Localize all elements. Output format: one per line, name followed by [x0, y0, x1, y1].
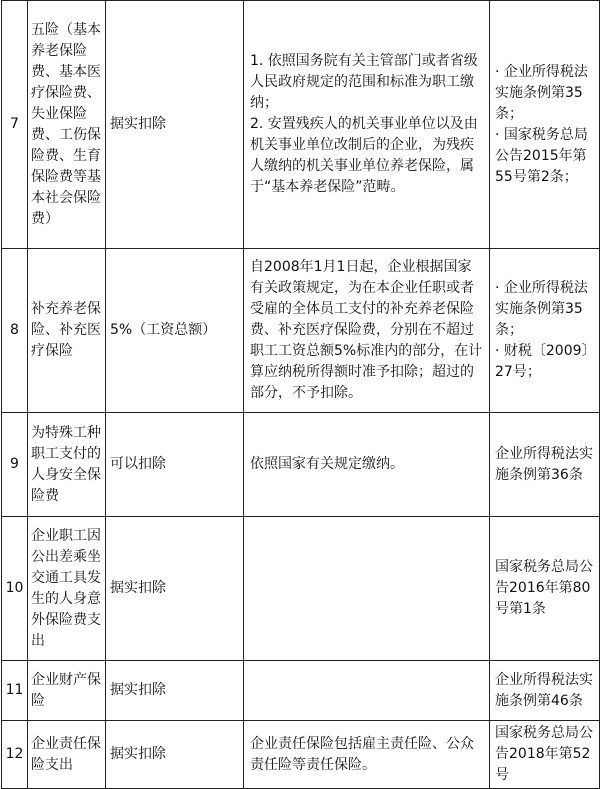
basis-line: · 企业所得税法实施条例第35条； [495, 63, 588, 122]
row-number: 12 [2, 721, 28, 789]
row-number: 7 [2, 1, 28, 249]
legal-basis [490, 413, 600, 517]
basis-line: · 财税〔2009〕27号； [495, 343, 589, 380]
item-name: 为特殊工种职工支付的人身安全保险费 [28, 413, 106, 517]
legal-basis [490, 1, 600, 249]
description-line: 2. 安置残疾人的机关事业单位以及由机关事业单位改制后的企业，为残疾人缴纳的机关事业单位养老保险，属于“基本养老保险”范畴。 [250, 116, 478, 195]
description-line: 1. 依照国务院有关主管部门或者省级人民政府规定的范围和标准为职工缴纳； [250, 53, 478, 111]
insurance-deduction-table [1, 0, 600, 789]
legal-basis [490, 249, 600, 413]
item-name: 补充养老保险、补充医疗保险 [28, 249, 106, 413]
deduction-method: 据实扣除 [106, 1, 244, 249]
table-row [2, 517, 600, 661]
table-row [2, 1, 600, 249]
policy-description [244, 413, 490, 517]
item-name: 企业财产保险 [28, 661, 106, 721]
description-line: 依照国家有关规定缴纳。 [250, 456, 404, 472]
table-row [2, 721, 600, 789]
description-line: 自2008年1月1日起，企业根据国家有关政策规定，为在本企业任职或者受雇的全体员工支付的补充养老保险费、补充医疗保险费，分别在不超过职工工资总额5%标准内的部分，在计算应纳税所得额时准予扣除；超过的部分，不予扣除。 [250, 259, 483, 401]
item-name: 企业职工因公出差乘坐交通工具发生的人身意外保险费支出 [28, 517, 106, 661]
basis-line: 企业所得税法实施条例第46条 [495, 671, 593, 709]
policy-description [244, 249, 490, 413]
basis-line: 企业所得税法实施条例第36条 [495, 445, 593, 483]
row-number: 11 [2, 661, 28, 721]
policy-description [244, 1, 490, 249]
basis-line: 国家税务总局公告2016年第80号第1条 [495, 559, 593, 617]
row-number: 10 [2, 517, 28, 661]
table-row [2, 249, 600, 413]
item-name: 企业责任保险支出 [28, 721, 106, 789]
legal-basis [490, 517, 600, 661]
basis-line: · 企业所得税法实施条例第35条； [495, 280, 588, 338]
table-row [2, 413, 600, 517]
deduction-method: 据实扣除 [106, 517, 244, 661]
description-line: 企业责任保险包括雇主责任险、公众责任险等责任保险。 [250, 735, 474, 773]
policy-description [244, 517, 490, 661]
legal-basis [490, 721, 600, 789]
basis-line: 国家税务总局公告2018年第52号 [495, 725, 593, 783]
table-row [2, 661, 600, 721]
deduction-method: 据实扣除 [106, 661, 244, 721]
deduction-method: 据实扣除 [106, 721, 244, 789]
policy-description [244, 721, 490, 789]
deduction-method: 可以扣除 [106, 413, 244, 517]
basis-line: · 国家税务总局公告2015年第55号第2条； [495, 126, 588, 185]
row-number: 9 [2, 413, 28, 517]
policy-description [244, 661, 490, 721]
row-number: 8 [2, 249, 28, 413]
legal-basis [490, 661, 600, 721]
deduction-method: 5%（工资总额） [106, 249, 244, 413]
item-name: 五险（基本养老保险费、基本医疗保险费、失业保险费、工伤保险费、生育保险费等基本社会保险费） [28, 1, 106, 249]
